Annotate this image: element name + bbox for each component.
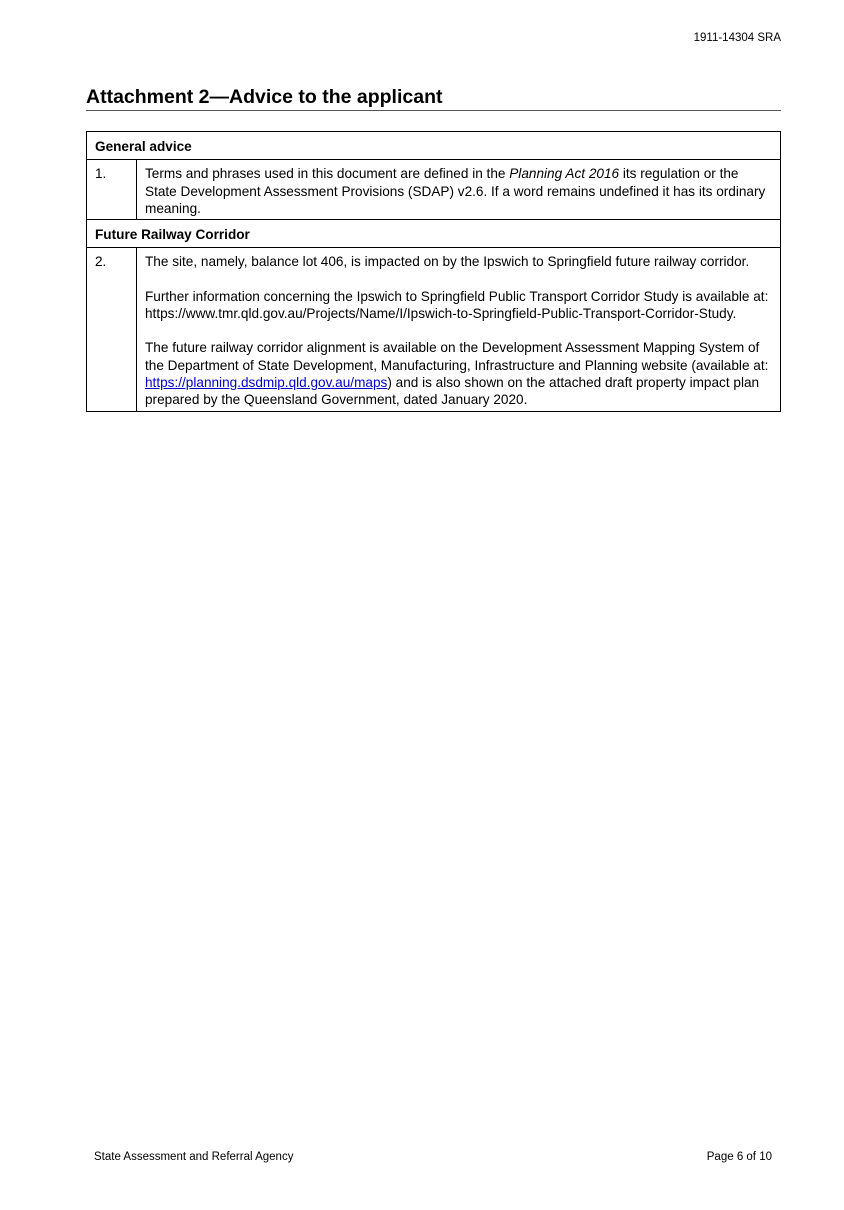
paragraph-mapping-system: [145, 339, 772, 408]
paragraph-corridor-study: Further information concerning the Ipswich to Springfield Public Transport Corridor Study is available at: https://www.tmr.qld.gov.au/Projects/Name/I/Ipswich-to-Springfield-Public-Transport-Corridor-Study.: [145, 288, 769, 322]
act-name: Planning Act 2016: [509, 166, 620, 182]
document-reference: 1911-14304 SRA: [693, 32, 781, 44]
paragraph-site-impact: The site, namely, balance lot 406, is impacted on by the Ipswich to Springfield future railway corridor.: [145, 254, 750, 270]
item-text-part: Terms and phrases used in this document are defined in the: [145, 166, 510, 182]
footer-agency: State Assessment and Referral Agency: [94, 1151, 294, 1163]
item-text-part: its regulation or the State Development Assessment Provisions (SDAP) v2.6. If a word remains undefined it has its ordinary meaning.: [145, 166, 766, 216]
section-title-future-railway-corridor: Future Railway Corridor: [87, 220, 781, 248]
paragraph-text-part: The future railway corridor alignment is available on the Development Assessment Mapping System of the Department of State Development, Manufacturing, Infrastructure and Planning website (available at:: [145, 340, 769, 373]
footer-page-number: Page 6 of 10: [706, 1151, 772, 1163]
section-header-row: [87, 220, 781, 248]
section-header-row: [87, 132, 781, 160]
advice-table: [86, 131, 781, 412]
table-row: [87, 160, 781, 220]
item-number: 1.: [87, 160, 137, 220]
paragraph-text-part: ) and is also shown on the attached draft property impact plan prepared by the Queensland Government, dated January 2020.: [145, 374, 760, 408]
item-text: [137, 160, 781, 220]
mapping-system-link[interactable]: https://planning.dsdmip.qld.gov.au/maps: [145, 374, 388, 390]
section-title-general-advice: General advice: [87, 132, 781, 160]
item-number: 2.: [87, 248, 137, 411]
item-text: [137, 248, 781, 411]
page-title: Attachment 2—Advice to the applicant: [86, 86, 781, 111]
table-row: [87, 248, 781, 411]
